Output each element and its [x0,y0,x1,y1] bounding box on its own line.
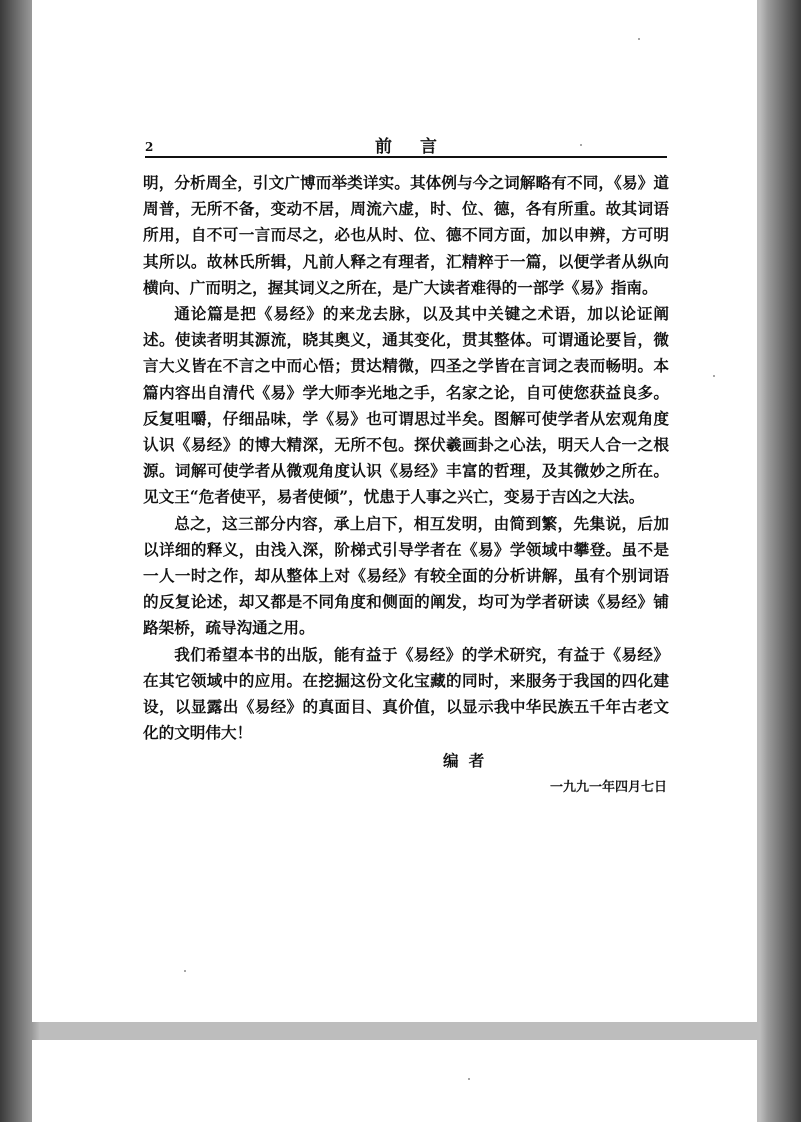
paragraph-1: 明，分析周全，引文广博而举类详实。其体例与今之词解略有不同，《易》道周普，无所不备，变动不居，周流六虚，时、位、德，各有所重。故其词语所用，自不可一言而尽之，必也从时、位、德不同方面，加以申辨，方可明其所以。故林氏所辑，凡前人释之有理者，汇精粹于一篇，以便学者从纵向横向、广而明之，握其词义之所在，是广大读者难得的一部学《易》指南。 [143,173,669,297]
next-page [32,1040,757,1122]
preface-date: 一九九一年四月七日 [549,780,667,796]
author-signature: 编者 [443,751,495,771]
document-page [32,0,757,1022]
page-title: 前言 [375,137,465,157]
scan-speck [713,375,715,377]
scan-speck [468,1078,470,1080]
page-header [145,128,667,158]
scan-speck [638,38,640,40]
preface-body [143,170,669,800]
scan-speck [580,144,582,146]
scan-speck [184,970,186,972]
paragraph-4: 我们希望本书的出版，能有益于《易经》的学术研究，有益于《易经》在其它领域中的应用。在挖掘这份文化宝藏的同时，来服务于我国的四化建设，以显露出《易经》的真面目、真价值，以显示我中华民族五千年古老文化的文明伟大！ [143,644,669,743]
page-number: 2 [145,140,154,154]
paragraph-3: 总之，这三部分内容，承上启下，相互发明，由简到繁，先集说，后加以详细的释义，由浅入深，阶梯式引导学者在《易》学领域中攀登。虽不是一人一时之作，却从整体上对《易经》有较全面的分析讲解，虽有个别词语的反复论述，却又都是不同角度和侧面的阐发，均可为学者研读《易经》铺路架桥，疏导沟通之用。 [143,513,669,638]
paragraph-2: 通论篇是把《易经》的来龙去脉，以及其中关键之术语，加以论证阐述。使读者明其源流，晓其奥义，通其变化，贯其整体。可谓通论要旨，微言大义皆在不言之中而心悟；贯达精微，四圣之学皆在言词之表而畅明。本篇内容出自清代《易》学大师李光地之手，名家之论，自可使您获益良多。反复咀嚼，仔细品味，学《易》也可谓思过半矣。图解可使学者从宏观角度认识《易经》的博大精深，无所不包。探伏羲画卦之心法，明天人合一之根源。词解可使学者从微观角度认识《易经》丰富的哲理，及其微妙之所在。见文王“危者使平，易者使倾”，忧患于人事之兴亡，变易于吉凶之大法。 [143,304,669,507]
